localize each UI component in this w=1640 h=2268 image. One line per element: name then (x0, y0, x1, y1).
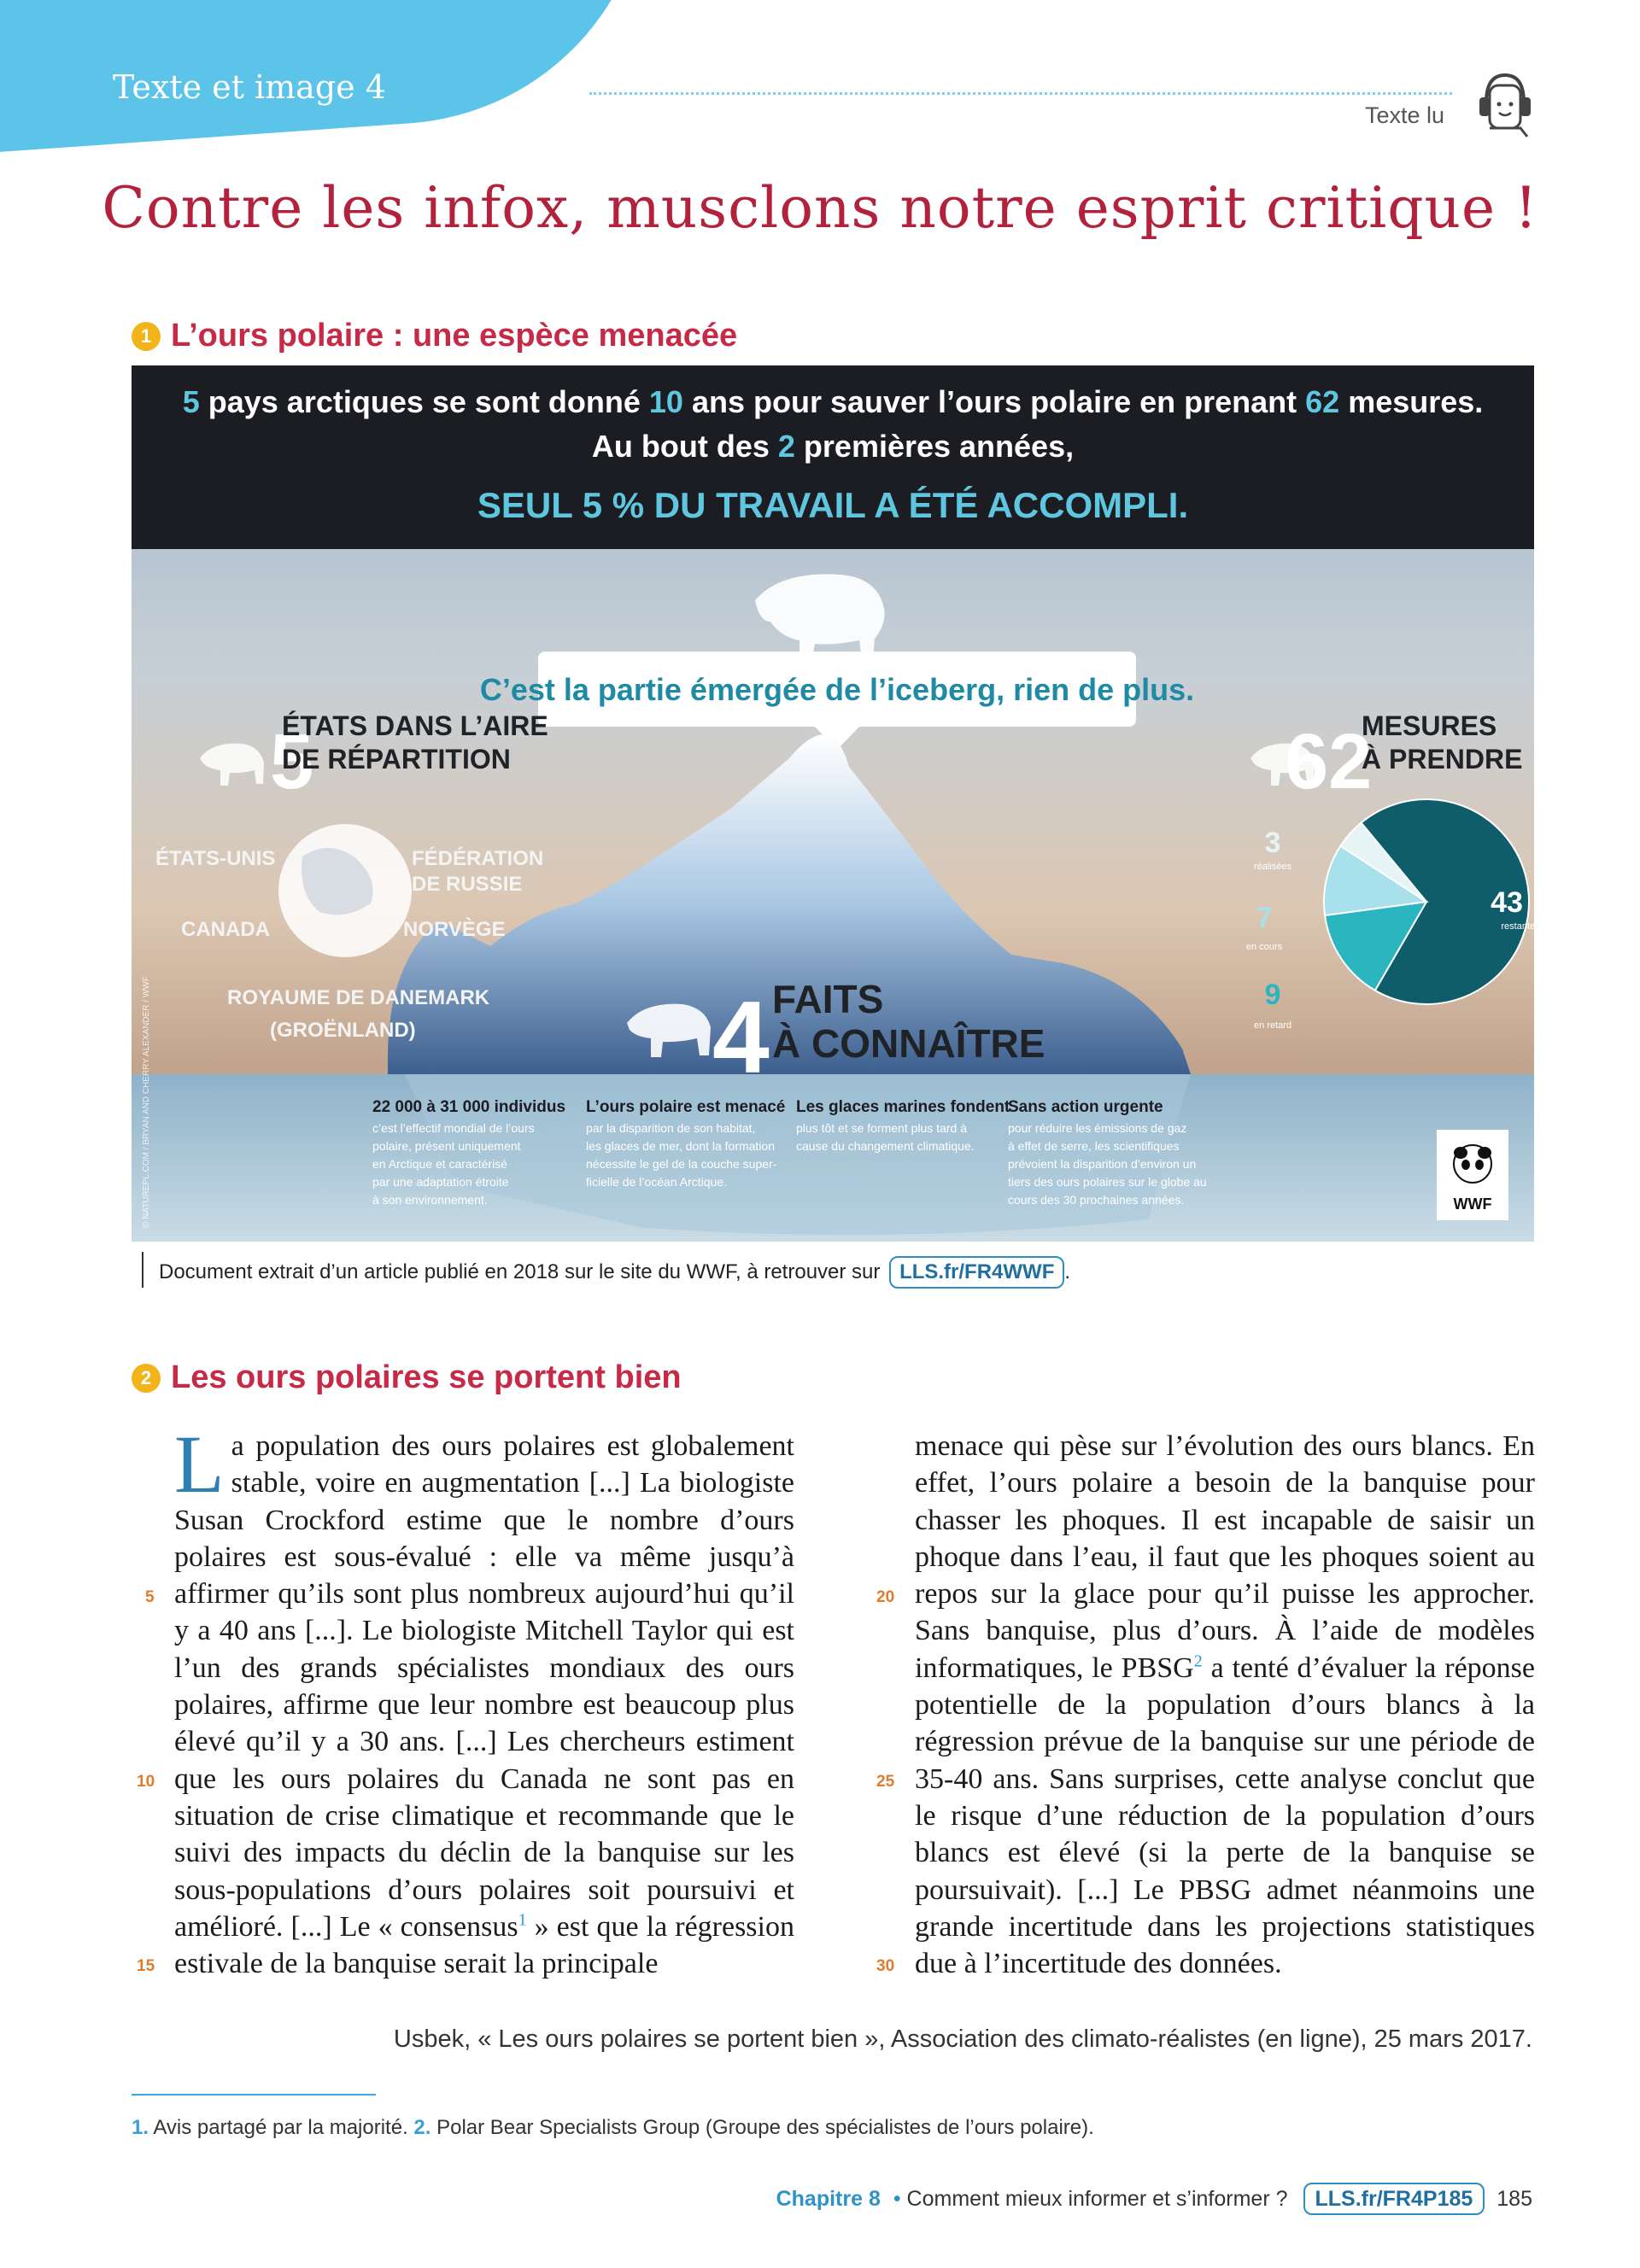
fact-title: 22 000 à 31 000 individus (372, 1098, 566, 1116)
pie-value-label: 9 (1264, 979, 1281, 1011)
fact-line: par une adaptation étroite (372, 1175, 509, 1189)
article-column-left: La population des ours polaires est globalement stable, voire en augmentation [...] La biologiste Susan Crockford estime que le nombre d’ours polaires est sous-évalué : elle va même jusqu’à affirmer qu’ils sont plus nombreux aujourd’hui qu’il y a 40 ans [...]. Le biologiste Mitchell Taylor qui est l’un des grands spécialistes mondiaux des ours polaires, affirme que leur nombre est beaucoup plus élevé qu’il y a 30 ans. [...] Les chercheurs estiment que les ours polaires du Canada ne sont pas en situation de crise climatique et recommande que le suivi des impacts du déclin de la banquise sur les sous-populations d’ours polaires soit poursuivi et amélioré. [...] Le « consensus$^1$ » est que la régression estivale de la banquise serait la principale (174, 1418, 794, 1980)
section-number-badge: 2 (132, 1364, 161, 1393)
footnote-divider (132, 2094, 376, 2096)
fact-line: cause du changement climatique. (796, 1139, 975, 1153)
pie-category-label: réalisées (1253, 862, 1292, 872)
fact-line: polaire, présent uniquement (372, 1139, 521, 1153)
fact-line: plus tôt et se forment plus tard à (796, 1121, 967, 1135)
banner-line-2: Au bout des 2 premières années, (591, 429, 1075, 464)
page-footer: Chapitre 8 • Comment mieux informer et s’informer ? LLS.fr/FR4P185 185 (776, 2183, 1532, 2215)
section-1-heading (132, 318, 737, 354)
line-number: 15 (137, 1957, 155, 1975)
facts-label-1: FAITS (772, 977, 884, 1021)
country-label: DE RUSSIE (412, 873, 523, 896)
fact-line: pour réduire les émissions de gaz (1008, 1121, 1187, 1135)
pie-value-label: 43 (1491, 886, 1523, 919)
headphones-icon[interactable] (1476, 68, 1534, 138)
banner-line-1: 5 pays arctiques se sont donné 10 ans pour sauver l’ours polaire en prenant 62 mesures. (182, 384, 1484, 419)
wwf-logo-text: WWF (1453, 1195, 1492, 1213)
pie-category-label: en cours (1245, 942, 1283, 952)
infographic-caption: Document extrait d’un article publié en 2018 sur le site du WWF, à retrouver sur LLS.fr/FR4WWF . (142, 1252, 1070, 1288)
line-number: 20 (876, 1588, 895, 1606)
fact-line: prévoient la disparition d’environ un (1008, 1157, 1197, 1171)
section-number-badge: 1 (132, 322, 161, 351)
footnotes: 1. Avis partagé par la majorité. 2. Polar Bear Specialists Group (Groupe des spécialistes de l’ours polaire). (132, 2116, 1094, 2139)
photo-credit: © NATUREPL.COM / BRYAN AND CHERRY ALEXANDER / WWF (142, 976, 151, 1228)
country-label: FÉDÉRATION (412, 847, 544, 870)
footnote-ref-1[interactable]: 1 (518, 1910, 527, 1930)
measures-label-1: MESURES (1362, 710, 1497, 741)
pie-category-label: restantes (1501, 921, 1540, 932)
states-number: 5 (270, 718, 314, 805)
globe-icon (278, 824, 412, 957)
section-tag: Texte et image 4 (113, 68, 386, 106)
pie-value-label: 3 (1264, 827, 1281, 859)
article-source: Usbek, « Les ours polaires se portent bien », Association des climato-réalistes (en ligne), 25 mars 2017. (393, 2025, 1532, 2053)
measures-label-2: À PRENDRE (1362, 744, 1523, 775)
fact-title: L’ours polaire est menacé (586, 1098, 786, 1116)
line-number: 10 (137, 1773, 155, 1791)
fact-line: par la disparition de son habitat, (586, 1121, 756, 1135)
fact-line: c’est l’effectif mondial de l’ours (372, 1121, 535, 1135)
line-number: 25 (876, 1773, 895, 1791)
page-link[interactable]: LLS.fr/FR4P185 (1303, 2183, 1485, 2215)
page-number: 185 (1496, 2186, 1532, 2211)
audio-label: Texte lu (1365, 102, 1445, 128)
drop-cap: L (174, 1418, 225, 1510)
pie-value-label: 7 (1256, 902, 1273, 934)
measures-number: 62 (1285, 718, 1373, 805)
article-text-right: menace qui pèse sur l’évolution des ours blancs. En effet, l’ours polaire a besoin de la banquise pour chasser les phoques. Il est incapable de saisir un phoque dans l’eau, il faut que les phoques soient au repos sur la glace pour qu’il puisse les approcher. Sans banquise, plus d’ours. À l’aide de modèles informatiques, le PBSG (915, 1430, 1535, 1684)
facts-label-2: À CONNAÎTRE (772, 1021, 1046, 1066)
section-1-title: L’ours polaire : une espèce menacée (171, 318, 738, 354)
states-label-2: DE RÉPARTITION (282, 744, 511, 775)
page-title: Contre les infox, musclons notre esprit critique ! (102, 175, 1538, 241)
line-number: 30 (876, 1957, 895, 1975)
fact-line: cours des 30 prochaines années. (1008, 1193, 1185, 1207)
speech-bubble-text: C’est la partie émergée de l’iceberg, rien de plus. (479, 672, 1195, 707)
footnote-ref-2[interactable]: 2 (1193, 1651, 1203, 1671)
country-label: ÉTATS-UNIS (155, 847, 276, 870)
dotted-divider (589, 92, 1452, 95)
caption-text: Document extrait d’un article publié en 2018 sur le site du WWF, à retrouver sur (159, 1260, 881, 1283)
article-column-right: menace qui pèse sur l’évolution des ours blancs. En effet, l’ours polaire a besoin de la banquise pour chasser les phoques. Il est incapable de saisir un phoque dans l’eau, il faut que les phoques soient au repos sur la glace pour qu’il puisse les approcher. Sans banquise, plus d’ours. À l’aide de modèles informatiques, le PBSG$^2$ a tenté d’évaluer la réponse potentielle de la population d’ours blancs à la régression prévue de la banquise sur une période de 35-40 ans. Sans surprises, cette analyse conclut que le risque d’une réduction de la population d’ours blancs est élevé (si la perte de la banquise se poursuivait). [...] Le PBSG admet néanmoins une grande incertitude dans les projections statistiques due à l’incertitude des données. (915, 1430, 1535, 1980)
fact-line: à son environnement. (372, 1193, 488, 1207)
wwf-link[interactable]: LLS.fr/FR4WWF (889, 1256, 1064, 1289)
fact-title: Sans action urgente (1008, 1098, 1163, 1116)
wwf-logo (1437, 1130, 1508, 1220)
fact-line: les glaces de mer, dont la formation (586, 1139, 776, 1153)
chapter-label: Chapitre 8 (776, 2186, 881, 2211)
banner-line-3: SEUL 5 % DU TRAVAIL A ÉTÉ ACCOMPLI. (477, 485, 1189, 525)
chapter-subtitle: Comment mieux informer et s’informer ? (906, 2186, 1288, 2211)
states-label-1: ÉTATS DANS L’AIRE (282, 710, 548, 741)
fact-line: tiers des ours polaires sur le globe au (1008, 1175, 1207, 1189)
fact-line: nécessite le gel de la couche super- (586, 1157, 777, 1171)
section-2-heading (132, 1359, 682, 1396)
country-label: NORVÈGE (403, 918, 506, 941)
line-number: 5 (145, 1588, 155, 1606)
section-2-title: Les ours polaires se portent bien (171, 1359, 682, 1395)
country-label: (GROËNLAND) (270, 1019, 416, 1042)
article-text-left: a population des ours polaires est globalement stable, voire en augmentation [...] La biologiste Susan Crockford estime que le nombre d’ours polaires est sous-évalué : elle va même jusqu’à affirmer qu’ils sont plus nombreux aujourd’hui qu’il y a 40 ans [...]. Le biologiste Mitchell Taylor qui est l’un des grands spécialistes mondiaux des ours polaires, affirme que leur nombre est beaucoup plus élevé qu’il y a 30 ans. [...] Les chercheurs estiment que les ours polaires du Canada ne sont pas en situation de crise climatique et recommande que le suivi des impacts du déclin de la banquise sur les sous-populations d’ours polaires soit poursuivi et amélioré. [...] Le « consensus (174, 1430, 794, 1943)
fact-line: en Arctique et caractérisé (372, 1157, 507, 1171)
wwf-infographic (132, 365, 1540, 1242)
country-label: CANADA (181, 918, 270, 941)
fact-line: à effet de serre, les scientifiques (1008, 1139, 1180, 1153)
fact-title: Les glaces marines fondent (796, 1098, 1010, 1116)
country-label: ROYAUME DE DANEMARK (227, 986, 490, 1009)
facts-number: 4 (712, 980, 770, 1095)
pie-category-label: en retard (1253, 1020, 1292, 1031)
fact-line: ficielle de l’océan Arctique. (586, 1175, 727, 1189)
